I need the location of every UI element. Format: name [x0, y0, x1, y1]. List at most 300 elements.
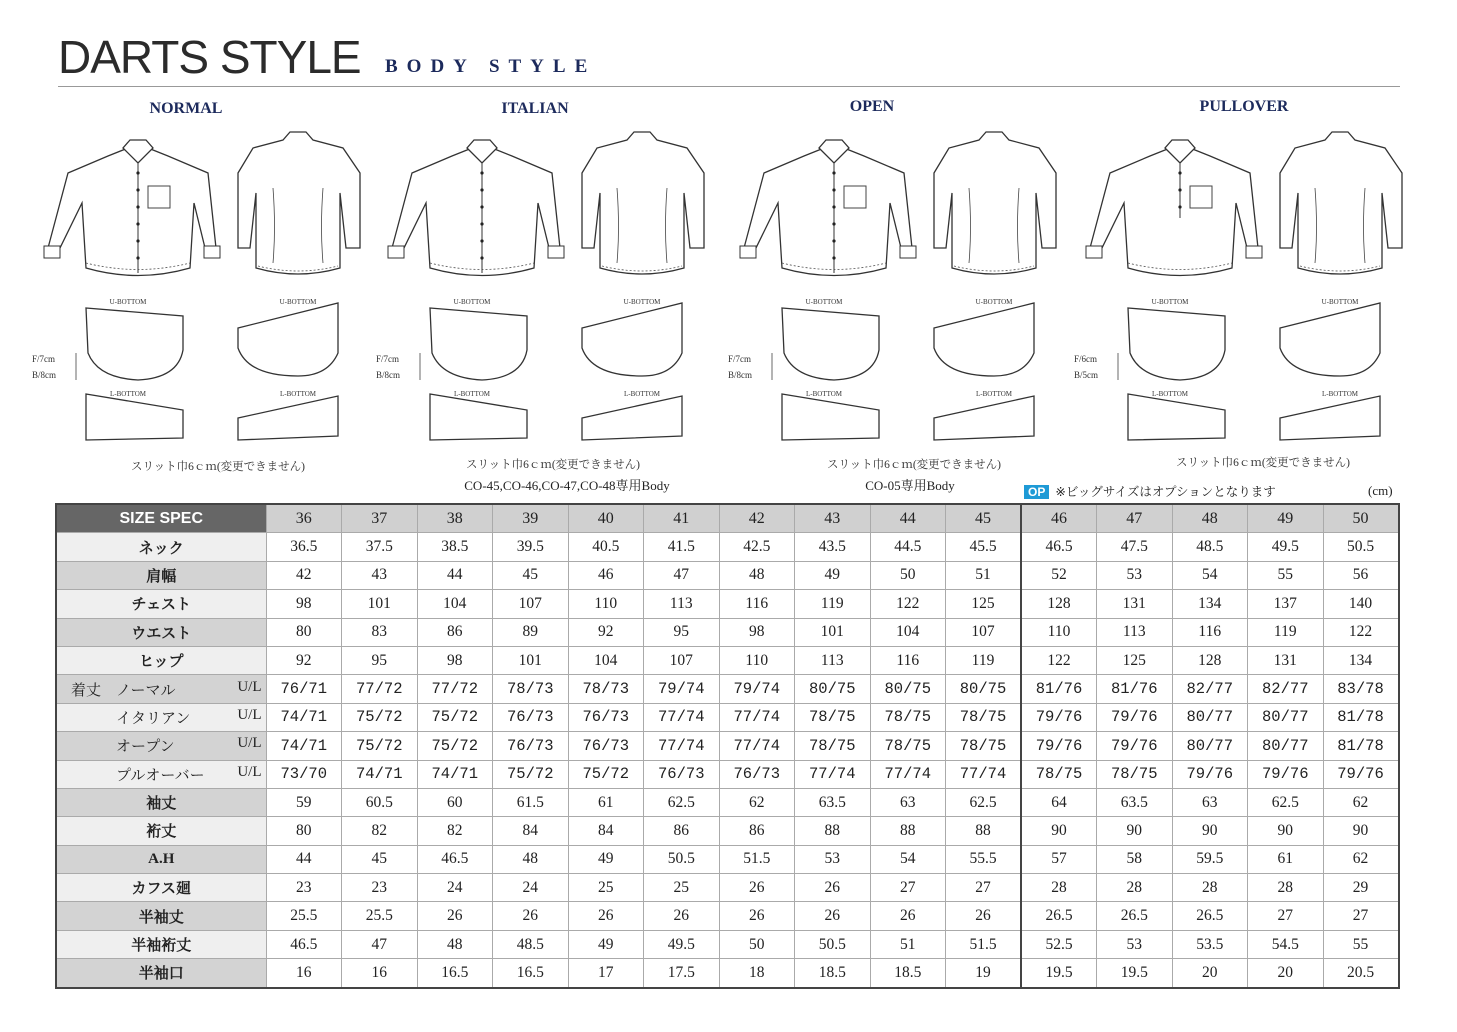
table-cell: 79/76 [1323, 760, 1399, 788]
table-cell: 57 [1021, 845, 1097, 873]
table-cell: 74/71 [266, 703, 342, 731]
svg-text:B/8cm: B/8cm [728, 370, 752, 380]
table-cell: 26 [493, 902, 569, 930]
diagram-normal [28, 118, 368, 448]
size-header: 46 [1021, 504, 1097, 533]
table-cell: 56 [1323, 561, 1399, 589]
table-cell: 26 [795, 902, 871, 930]
table-cell: 46.5 [266, 930, 342, 958]
shirt-front-icon [1086, 140, 1262, 276]
shirt-front-icon [388, 140, 564, 276]
table-cell: 80/77 [1248, 732, 1324, 760]
table-cell: 90 [1248, 817, 1324, 845]
l-bottom-back-icon [934, 396, 1034, 440]
op-badge: OP [1024, 485, 1049, 499]
title-divider [58, 86, 1400, 87]
table-cell: 23 [342, 874, 418, 902]
row-label [56, 590, 266, 618]
table-cell: 62 [1323, 788, 1399, 816]
table-cell: 119 [795, 590, 871, 618]
table-cell: 61.5 [493, 788, 569, 816]
table-cell: 119 [1248, 618, 1324, 646]
table-cell: 90 [1097, 817, 1173, 845]
ul-label: U/L [237, 735, 262, 752]
table-cell: 82 [417, 817, 493, 845]
size-spec-table [55, 503, 1400, 989]
table-cell: 45.5 [946, 533, 1022, 561]
option-note [1024, 482, 1276, 500]
row-label-text: A.H [148, 850, 175, 867]
table-row [56, 561, 1399, 589]
slit-note-normal: スリット巾6ｃｍ(変更できません) [131, 461, 305, 473]
shirt-diagram-svg [372, 118, 712, 448]
table-row [56, 902, 1399, 930]
table-cell: 49 [795, 561, 871, 589]
shirt-diagram-svg [28, 118, 368, 448]
table-cell: 47 [342, 930, 418, 958]
table-cell: 28 [1248, 874, 1324, 902]
table-cell: 79/74 [644, 675, 720, 703]
table-cell: 125 [1097, 646, 1173, 674]
table-cell: 75/72 [568, 760, 644, 788]
table-cell: 119 [946, 646, 1022, 674]
table-cell: 92 [266, 646, 342, 674]
ul-label: U/L [237, 763, 262, 780]
table-cell: 63.5 [795, 788, 871, 816]
table-cell: 18 [719, 959, 795, 988]
table-cell: 76/73 [568, 732, 644, 760]
table-cell: 25 [568, 874, 644, 902]
svg-text:L-BOTTOM: L-BOTTOM [975, 390, 1013, 398]
table-row [56, 959, 1399, 988]
table-row [56, 845, 1399, 873]
table-cell: 78/75 [946, 732, 1022, 760]
table-cell: 48 [417, 930, 493, 958]
table-cell: 20 [1248, 959, 1324, 988]
table-cell: 55 [1323, 930, 1399, 958]
row-label-text: ウエスト [131, 625, 192, 642]
row-label-text: ネック [138, 540, 184, 557]
table-cell: 80/75 [946, 675, 1022, 703]
slit-note-italian: スリット巾6ｃｍ(変更できません) [466, 459, 640, 471]
row-label [56, 703, 266, 731]
l-bottom-front-icon [430, 394, 527, 440]
table-cell: 78/73 [493, 675, 569, 703]
table-cell: 47 [644, 561, 720, 589]
table-cell: 50.5 [795, 930, 871, 958]
table-cell: 26 [719, 874, 795, 902]
svg-text:F/7cm: F/7cm [376, 354, 400, 364]
table-row [56, 703, 1399, 731]
table-cell: 44 [266, 845, 342, 873]
table-cell: 80 [266, 618, 342, 646]
table-cell: 49.5 [644, 930, 720, 958]
table-cell: 76/73 [719, 760, 795, 788]
shirt-diagram-svg [1070, 118, 1410, 448]
table-cell: 37.5 [342, 533, 418, 561]
svg-text:U-BOTTOM: U-BOTTOM [805, 298, 843, 306]
svg-text:L-BOTTOM: L-BOTTOM [805, 390, 843, 398]
table-cell: 36.5 [266, 533, 342, 561]
table-cell: 78/75 [870, 732, 946, 760]
size-header: 38 [417, 504, 493, 533]
row-label [56, 902, 266, 930]
table-cell: 51.5 [719, 845, 795, 873]
table-cell: 25.5 [342, 902, 418, 930]
table-cell: 26 [795, 874, 871, 902]
row-label [56, 533, 266, 561]
table-cell: 78/73 [568, 675, 644, 703]
shirt-front-icon [740, 140, 916, 276]
row-label-text: 半袖丈 [138, 909, 184, 926]
table-cell: 38.5 [417, 533, 493, 561]
table-cell: 116 [870, 646, 946, 674]
table-cell: 20.5 [1323, 959, 1399, 988]
table-cell: 63 [870, 788, 946, 816]
table-cell: 53 [1097, 561, 1173, 589]
row-label [56, 788, 266, 816]
table-cell: 26.5 [1097, 902, 1173, 930]
table-cell: 77/74 [719, 732, 795, 760]
table-cell: 77/74 [644, 732, 720, 760]
table-cell: 23 [266, 874, 342, 902]
l-bottom-front-icon [86, 394, 183, 440]
table-cell: 19.5 [1097, 959, 1173, 988]
table-cell: 44.5 [870, 533, 946, 561]
table-cell: 86 [719, 817, 795, 845]
table-cell: 26 [870, 902, 946, 930]
table-row [56, 760, 1399, 788]
table-cell: 113 [1097, 618, 1173, 646]
svg-text:U-BOTTOM: U-BOTTOM [1151, 298, 1189, 306]
table-cell: 50 [719, 930, 795, 958]
table-cell: 81/78 [1323, 732, 1399, 760]
table-cell: 84 [493, 817, 569, 845]
table-cell: 62.5 [644, 788, 720, 816]
table-cell: 46 [568, 561, 644, 589]
table-cell: 54 [870, 845, 946, 873]
table-cell: 50.5 [644, 845, 720, 873]
table-cell: 78/75 [946, 703, 1022, 731]
table-cell: 64 [1021, 788, 1097, 816]
table-cell: 78/75 [1021, 760, 1097, 788]
diagram-open [724, 118, 1064, 448]
l-bottom-back-icon [582, 396, 682, 440]
u-bottom-front-icon [782, 308, 879, 380]
body-note-italian: CO-45,CO-46,CO-47,CO-48専用Body [464, 478, 670, 493]
table-cell: 80 [266, 817, 342, 845]
style-name-open: OPEN [849, 98, 895, 115]
svg-text:L-BOTTOM: L-BOTTOM [279, 390, 317, 398]
table-cell: 83/78 [1323, 675, 1399, 703]
table-cell: 131 [1097, 590, 1173, 618]
row-label [56, 874, 266, 902]
table-cell: 84 [568, 817, 644, 845]
table-cell: 101 [493, 646, 569, 674]
diagram-pullover [1070, 118, 1410, 448]
table-cell: 116 [1172, 618, 1248, 646]
table-cell: 53 [1097, 930, 1173, 958]
table-cell: 78/75 [1097, 760, 1173, 788]
row-label-text: チェスト [131, 597, 192, 614]
table-cell: 140 [1323, 590, 1399, 618]
table-cell: 75/72 [417, 732, 493, 760]
row-label-text: 肩幅 [146, 568, 177, 585]
table-row [56, 590, 1399, 618]
table-cell: 110 [568, 590, 644, 618]
table-cell: 76/73 [644, 760, 720, 788]
table-cell: 134 [1323, 646, 1399, 674]
table-cell: 62 [719, 788, 795, 816]
style-name-pullover: PULLOVER [1199, 98, 1289, 115]
table-cell: 74/71 [342, 760, 418, 788]
table-cell: 90 [1172, 817, 1248, 845]
table-cell: 75/72 [417, 703, 493, 731]
table-cell: 78/75 [870, 703, 946, 731]
table-cell: 54.5 [1248, 930, 1324, 958]
table-cell: 28 [1021, 874, 1097, 902]
table-cell: 61 [1248, 845, 1324, 873]
row-label-text: 半袖裄丈 [131, 938, 192, 955]
table-cell: 16.5 [417, 959, 493, 988]
u-bottom-front-icon [1128, 308, 1225, 380]
table-cell: 59.5 [1172, 845, 1248, 873]
table-cell: 101 [795, 618, 871, 646]
table-cell: 75/72 [342, 732, 418, 760]
table-cell: 49 [568, 845, 644, 873]
table-cell: 90 [1021, 817, 1097, 845]
table-cell: 26.5 [1172, 902, 1248, 930]
table-cell: 49 [568, 930, 644, 958]
table-cell: 78/75 [795, 732, 871, 760]
table-cell: 104 [568, 646, 644, 674]
table-cell: 77/72 [342, 675, 418, 703]
ul-label: U/L [237, 678, 262, 695]
table-cell: 122 [1021, 646, 1097, 674]
row-label [56, 675, 266, 703]
table-cell: 58 [1097, 845, 1173, 873]
table-cell: 17.5 [644, 959, 720, 988]
table-cell: 128 [1172, 646, 1248, 674]
table-cell: 83 [342, 618, 418, 646]
table-cell: 73/70 [266, 760, 342, 788]
u-bottom-back-icon [1280, 303, 1380, 376]
table-cell: 40.5 [568, 533, 644, 561]
table-cell: 81/76 [1021, 675, 1097, 703]
size-header: 42 [719, 504, 795, 533]
svg-text:U-BOTTOM: U-BOTTOM [453, 298, 491, 306]
page-subtitle: BODY STYLE [385, 56, 597, 77]
table-cell: 76/71 [266, 675, 342, 703]
table-cell: 16 [342, 959, 418, 988]
table-cell: 18.5 [795, 959, 871, 988]
table-cell: 107 [946, 618, 1022, 646]
shirt-back-icon [582, 132, 704, 274]
u-bottom-back-icon [238, 303, 338, 376]
size-header: 47 [1097, 504, 1173, 533]
size-header: 37 [342, 504, 418, 533]
table-row [56, 732, 1399, 760]
table-cell: 48 [493, 845, 569, 873]
shirt-diagram-svg [724, 118, 1064, 448]
table-cell: 55 [1248, 561, 1324, 589]
table-cell: 79/76 [1172, 760, 1248, 788]
table-cell: 101 [342, 590, 418, 618]
body-note-open: CO-05専用Body [865, 478, 955, 493]
svg-text:U-BOTTOM: U-BOTTOM [109, 298, 147, 306]
table-cell: 53 [795, 845, 871, 873]
table-cell: 59 [266, 788, 342, 816]
svg-text:U-BOTTOM: U-BOTTOM [623, 298, 661, 306]
svg-text:F/7cm: F/7cm [32, 354, 56, 364]
table-cell: 134 [1172, 590, 1248, 618]
table-cell: 52 [1021, 561, 1097, 589]
table-cell: 75/72 [342, 703, 418, 731]
table-cell: 86 [644, 817, 720, 845]
table-row [56, 788, 1399, 816]
table-cell: 77/74 [644, 703, 720, 731]
table-cell: 48.5 [493, 930, 569, 958]
row-label-text: イタリアン [71, 710, 191, 727]
table-cell: 42 [266, 561, 342, 589]
table-cell: 50 [870, 561, 946, 589]
table-cell: 26 [417, 902, 493, 930]
table-cell: 24 [417, 874, 493, 902]
svg-text:U-BOTTOM: U-BOTTOM [279, 298, 317, 306]
table-cell: 48 [719, 561, 795, 589]
table-row [56, 930, 1399, 958]
table-cell: 28 [1172, 874, 1248, 902]
table-cell: 19 [946, 959, 1022, 988]
table-cell: 79/74 [719, 675, 795, 703]
table-cell: 43.5 [795, 533, 871, 561]
row-label [56, 732, 266, 760]
table-cell: 82/77 [1248, 675, 1324, 703]
table-cell: 42.5 [719, 533, 795, 561]
table-cell: 76/73 [493, 732, 569, 760]
table-cell: 81/76 [1097, 675, 1173, 703]
unit-label: (cm) [1368, 483, 1393, 498]
table-cell: 125 [946, 590, 1022, 618]
table-cell: 48.5 [1172, 533, 1248, 561]
row-label [56, 760, 266, 788]
table-cell: 74/71 [417, 760, 493, 788]
table-cell: 47.5 [1097, 533, 1173, 561]
u-bottom-front-icon [86, 308, 183, 380]
table-cell: 62.5 [1248, 788, 1324, 816]
row-label-text: 着丈 ノーマル [71, 682, 176, 699]
table-cell: 55.5 [946, 845, 1022, 873]
table-cell: 27 [1248, 902, 1324, 930]
size-header: 39 [493, 504, 569, 533]
row-label [56, 561, 266, 589]
table-cell: 54 [1172, 561, 1248, 589]
row-label [56, 845, 266, 873]
table-row [56, 618, 1399, 646]
table-cell: 79/76 [1248, 760, 1324, 788]
svg-text:L-BOTTOM: L-BOTTOM [623, 390, 661, 398]
row-label [56, 930, 266, 958]
svg-text:L-BOTTOM: L-BOTTOM [109, 390, 147, 398]
option-note-text: ※ビッグサイズはオプションとなります [1055, 485, 1276, 499]
svg-text:F/7cm: F/7cm [728, 354, 752, 364]
u-bottom-back-icon [582, 303, 682, 376]
table-cell: 113 [644, 590, 720, 618]
style-name-normal: NORMAL [149, 100, 223, 117]
table-cell: 79/76 [1097, 703, 1173, 731]
table-cell: 131 [1248, 646, 1324, 674]
table-cell: 60.5 [342, 788, 418, 816]
table-cell: 76/73 [568, 703, 644, 731]
shirt-back-icon [1280, 132, 1402, 274]
row-label [56, 817, 266, 845]
table-cell: 26 [644, 902, 720, 930]
table-cell: 116 [719, 590, 795, 618]
table-cell: 80/77 [1248, 703, 1324, 731]
table-cell: 122 [1323, 618, 1399, 646]
row-label-text: プルオーバー [71, 767, 205, 784]
table-row [56, 817, 1399, 845]
table-cell: 82/77 [1172, 675, 1248, 703]
size-header: 40 [568, 504, 644, 533]
table-cell: 63.5 [1097, 788, 1173, 816]
shirt-front-icon [44, 140, 220, 276]
table-cell: 28 [1097, 874, 1173, 902]
table-cell: 17 [568, 959, 644, 988]
shirt-back-icon [238, 132, 360, 274]
table-cell: 92 [568, 618, 644, 646]
row-label-text: ヒップ [138, 654, 184, 671]
table-cell: 137 [1248, 590, 1324, 618]
diagram-italian [372, 118, 712, 448]
table-cell: 104 [870, 618, 946, 646]
row-label-text: 袖丈 [146, 796, 177, 813]
row-label [56, 646, 266, 674]
shirt-back-icon [934, 132, 1056, 274]
table-cell: 128 [1021, 590, 1097, 618]
l-bottom-back-icon [238, 396, 338, 440]
row-label [56, 618, 266, 646]
table-cell: 79/76 [1021, 732, 1097, 760]
l-bottom-front-icon [1128, 394, 1225, 440]
table-cell: 81/78 [1323, 703, 1399, 731]
table-cell: 44 [417, 561, 493, 589]
row-label [56, 959, 266, 988]
row-label-text: カフス廻 [131, 881, 191, 898]
table-cell: 78/75 [795, 703, 871, 731]
table-cell: 88 [946, 817, 1022, 845]
size-spec-header: SIZE SPEC [56, 504, 266, 533]
table-cell: 26 [719, 902, 795, 930]
table-row [56, 675, 1399, 703]
table-cell: 104 [417, 590, 493, 618]
size-header: 44 [870, 504, 946, 533]
table-cell: 75/72 [493, 760, 569, 788]
table-cell: 61 [568, 788, 644, 816]
table-cell: 77/72 [417, 675, 493, 703]
table-cell: 26 [946, 902, 1022, 930]
row-label-text: オープン [71, 739, 175, 756]
table-cell: 77/74 [870, 760, 946, 788]
table-cell: 107 [493, 590, 569, 618]
table-cell: 20 [1172, 959, 1248, 988]
table-cell: 62 [1323, 845, 1399, 873]
table-cell: 19.5 [1021, 959, 1097, 988]
table-cell: 26.5 [1021, 902, 1097, 930]
svg-text:L-BOTTOM: L-BOTTOM [1151, 390, 1189, 398]
table-cell: 16 [266, 959, 342, 988]
table-cell: 77/74 [719, 703, 795, 731]
